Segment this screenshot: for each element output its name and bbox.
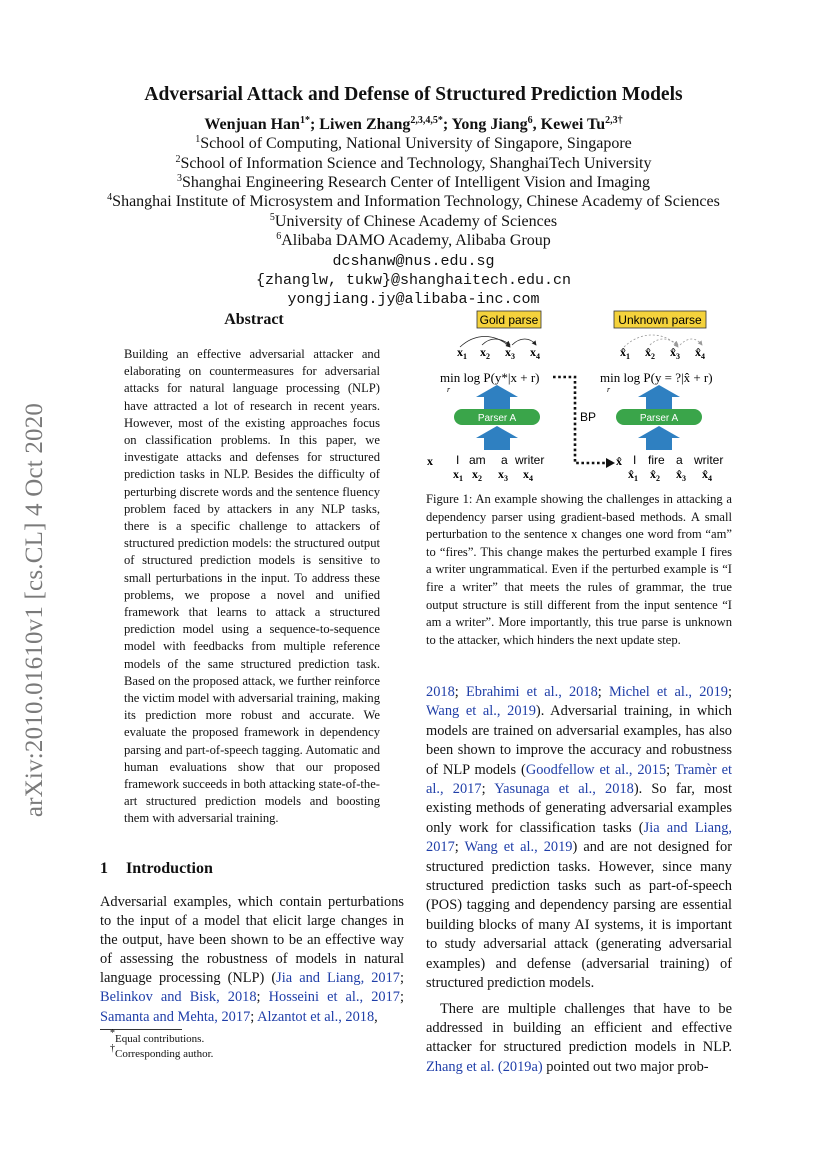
node-label: $x̂_4$	[702, 467, 712, 483]
word: I	[456, 453, 460, 467]
abstract-body: Building an effective adversarial attacker and elaborating on countermeasures for adversarial attacks for natural language processing (NLP) have attracted a lot of research in recent years. However, most of the existing approaches focus on classification problems. In this paper, we investigate attacks and defenses for structured prediction tasks in NLP. Besides the difficulty of perturbing discrete words and the sentence fluency problem faced by attackers in any NLP tasks, there is a specific challenge to attackers of structured prediction models: the structured output of structured prediction models is sensitive to small perturbations in the input. To address these problems, we propose a novel and unified framework that learns to attack a structured prediction model using a sequence-to-sequence model with feedbacks from multiple reference models of the same structured prediction task. Based on the proposed attack, we further reinforce the victim model with adversarial training, making its prediction more robust and accurate. We evaluate the proposed framework in dependency parsing and part-of-speech tagging. Automatic and human evaluations show that our proposed framework succeeds in both attacking state-of-the-art structured prediction models and boosting them with adversarial training.	[124, 347, 380, 826]
node-label: $x_2$	[480, 345, 490, 361]
node-label: $x̂_1$	[628, 467, 638, 483]
node-label: $x̂_2$	[650, 467, 660, 483]
node-label: $x_1$	[453, 467, 463, 483]
up-arrow	[638, 426, 680, 450]
arxiv-watermark: arXiv:2010.01610v1 [cs.CL] 4 Oct 2020	[21, 402, 48, 818]
affiliation: $^2$School of Information Science and Technology, ShanghaiTech University	[175, 154, 652, 172]
affiliation: $^3$Shanghai Engineering Research Center of Intelligent Vision and Imaging	[177, 173, 650, 191]
node-label: $x̂_3$	[676, 467, 686, 483]
author: Wenjuan Han	[204, 116, 300, 133]
affiliation: $^4$Shanghai Institute of Microsystem and Information Technology, Chinese Academy of Sciences	[107, 192, 720, 210]
bp-label: BP	[580, 410, 597, 424]
word: a	[501, 453, 508, 467]
node-label: $x̂_1$	[620, 345, 630, 361]
formula-subscript: r	[607, 385, 611, 394]
citation-link[interactable]: Wang et al., 2019	[464, 839, 573, 856]
unknown-parse-label: Unknown parse	[618, 313, 702, 327]
footnote: *Equal contributions.	[110, 1028, 205, 1045]
node-label: $x̂_2$	[645, 345, 655, 361]
citation-link[interactable]: Tramèr et al., 2017	[426, 761, 732, 798]
citation-link[interactable]: Goodfellow et al., 2015	[525, 761, 667, 778]
node-label: $x_1$	[457, 345, 467, 361]
input-label: x̂	[616, 454, 622, 468]
word: fire	[648, 453, 665, 467]
up-arrow	[476, 426, 518, 450]
paper-title: Adversarial Attack and Defense of Structured Prediction Models	[144, 84, 683, 105]
email: yongjiang.jy@alibaba-inc.com	[287, 291, 540, 308]
figure-1	[420, 305, 740, 485]
author: Kewei Tu	[540, 116, 606, 133]
word: writer	[694, 453, 724, 467]
citation-link[interactable]: Zhang et al. (2019a)	[426, 1058, 543, 1075]
citation-link[interactable]: Hosseini et al., 2017	[268, 989, 400, 1006]
intro-paragraph: Adversarial examples, which contain perturbations to the input of a model that elicit large changes in the output, have been shown to be an effective way of assessing the robustness of models in natural language processing (NLP) (Jia and Liang, 2017; Belinkov and Bisk, 2018; Hosseini et al., 2017; Samanta and Mehta, 2017; Alzantot et al., 2018,	[100, 894, 404, 1025]
left-formula: min log P(y*|x + r)	[440, 370, 540, 385]
right-formula: min log P(y = ?|x̂ + r)	[600, 370, 713, 385]
citation-link[interactable]: Ebrahimi et al., 2018	[465, 684, 598, 700]
node-label: $x̂_3$	[670, 345, 680, 361]
author-list: Wenjuan Han$^{1*}$; Liwen Zhang$^{2,3,4,5*}$; Yong Jiang$^6$, Kewei $Tu^{2,3\dagger}$	[204, 115, 623, 133]
affiliation: $^1$School of Computing, National University of Singapore, Singapore	[195, 134, 632, 152]
gold-parse-label: Gold parse	[479, 313, 539, 327]
node-label: $x_4$	[523, 467, 533, 483]
up-arrow	[638, 385, 680, 409]
author: Yong Jiang	[451, 116, 528, 133]
citation-link[interactable]: Jia and Liang, 2017	[276, 970, 400, 987]
section-heading: 1 Introduction	[100, 860, 213, 877]
input-label: x	[427, 454, 433, 468]
word: a	[676, 453, 683, 467]
citation-link[interactable]: Michel et al., 2019	[608, 684, 728, 700]
citation-link[interactable]: Yasunaga et al., 2018	[494, 781, 634, 798]
word: I	[633, 453, 637, 467]
paragraph: 2018; Ebrahimi et al., 2018; Michel et al., 2019; Wang et al., 2019). Adversarial training, in which models are trained on adversarial examples, has also been shown to improve the accuracy and robustness of NLP models (Goodfellow et al., 2015; Tramèr et al., 2017; Yasunaga et al., 2018). So far, most existing methods of generating adversarial examples only work for classification tasks (Jia and Liang, 2017; Wang et al., 2019) and are not designed for structured prediction tasks. However, since many structured prediction tasks such as part-of-speech (POS) tagging and dependency parsing are essential building blocks of many AI systems, it is important to study adversarial attack (generating adversarial examples) and defense (adversarial training) of structured prediction models.	[426, 684, 733, 992]
node-label: $x̂_4$	[695, 345, 705, 361]
up-arrow	[476, 385, 518, 409]
citation-link[interactable]: Belinkov and Bisk, 2018	[100, 989, 257, 1006]
word: am	[469, 453, 486, 467]
figure-caption: Figure 1: An example showing the challenges in attacking a dependency parser using gradient-based methods. A small perturbation to the sentence x changes one word from “am” to “fires”. This change makes the perturbed example I fires a writer ungrammatical. Even if the perturbed example is “I fire a writer” that meets the rules of grammar, the true output structure is still different from the input sentence “I am a writer”. More importantly, this true parse is unknown to the attacker, which hinders the next update step.	[426, 492, 732, 647]
node-label: $x_3$	[498, 467, 508, 483]
figure-diagram	[420, 305, 740, 485]
abstract-heading: Abstract	[224, 311, 284, 328]
citation-link[interactable]: Samanta and Mehta, 2017	[100, 1008, 251, 1025]
affiliation: $^6$Alibaba DAMO Academy, Alibaba Group	[276, 231, 551, 249]
citation-link[interactable]: Wang et al., 2019	[426, 703, 536, 720]
node-label: $x_2$	[472, 467, 482, 483]
citation-link[interactable]: Alzantot et al., 2018	[257, 1008, 375, 1025]
affiliation: $^5$University of Chinese Academy of Sciences	[269, 212, 558, 230]
paragraph: There are multiple challenges that have to be addressed in building an efficient and effective attacker for structured prediction models in NLP. Zhang et al. (2019a) pointed out two major prob-	[426, 1000, 732, 1075]
footnote: †Corresponding author.	[110, 1043, 214, 1060]
bp-arrowhead	[606, 458, 615, 468]
node-label: $x_3$	[505, 345, 515, 361]
formula-subscript: r	[447, 385, 451, 394]
citation-link[interactable]: 2018	[426, 684, 455, 700]
email: dcshanw@nus.edu.sg	[332, 253, 495, 270]
email: {zhanglw, tukw}@shanghaitech.edu.cn	[255, 272, 572, 289]
right-column-text	[426, 683, 732, 1077]
word: writer	[515, 453, 545, 467]
parser-label: Parser A	[477, 413, 517, 424]
author: Liwen Zhang	[319, 116, 411, 133]
parser-label: Parser A	[639, 413, 679, 424]
node-label: $x_4$	[530, 345, 540, 361]
citation-link[interactable]: Jia and Liang, 2017	[426, 819, 732, 856]
